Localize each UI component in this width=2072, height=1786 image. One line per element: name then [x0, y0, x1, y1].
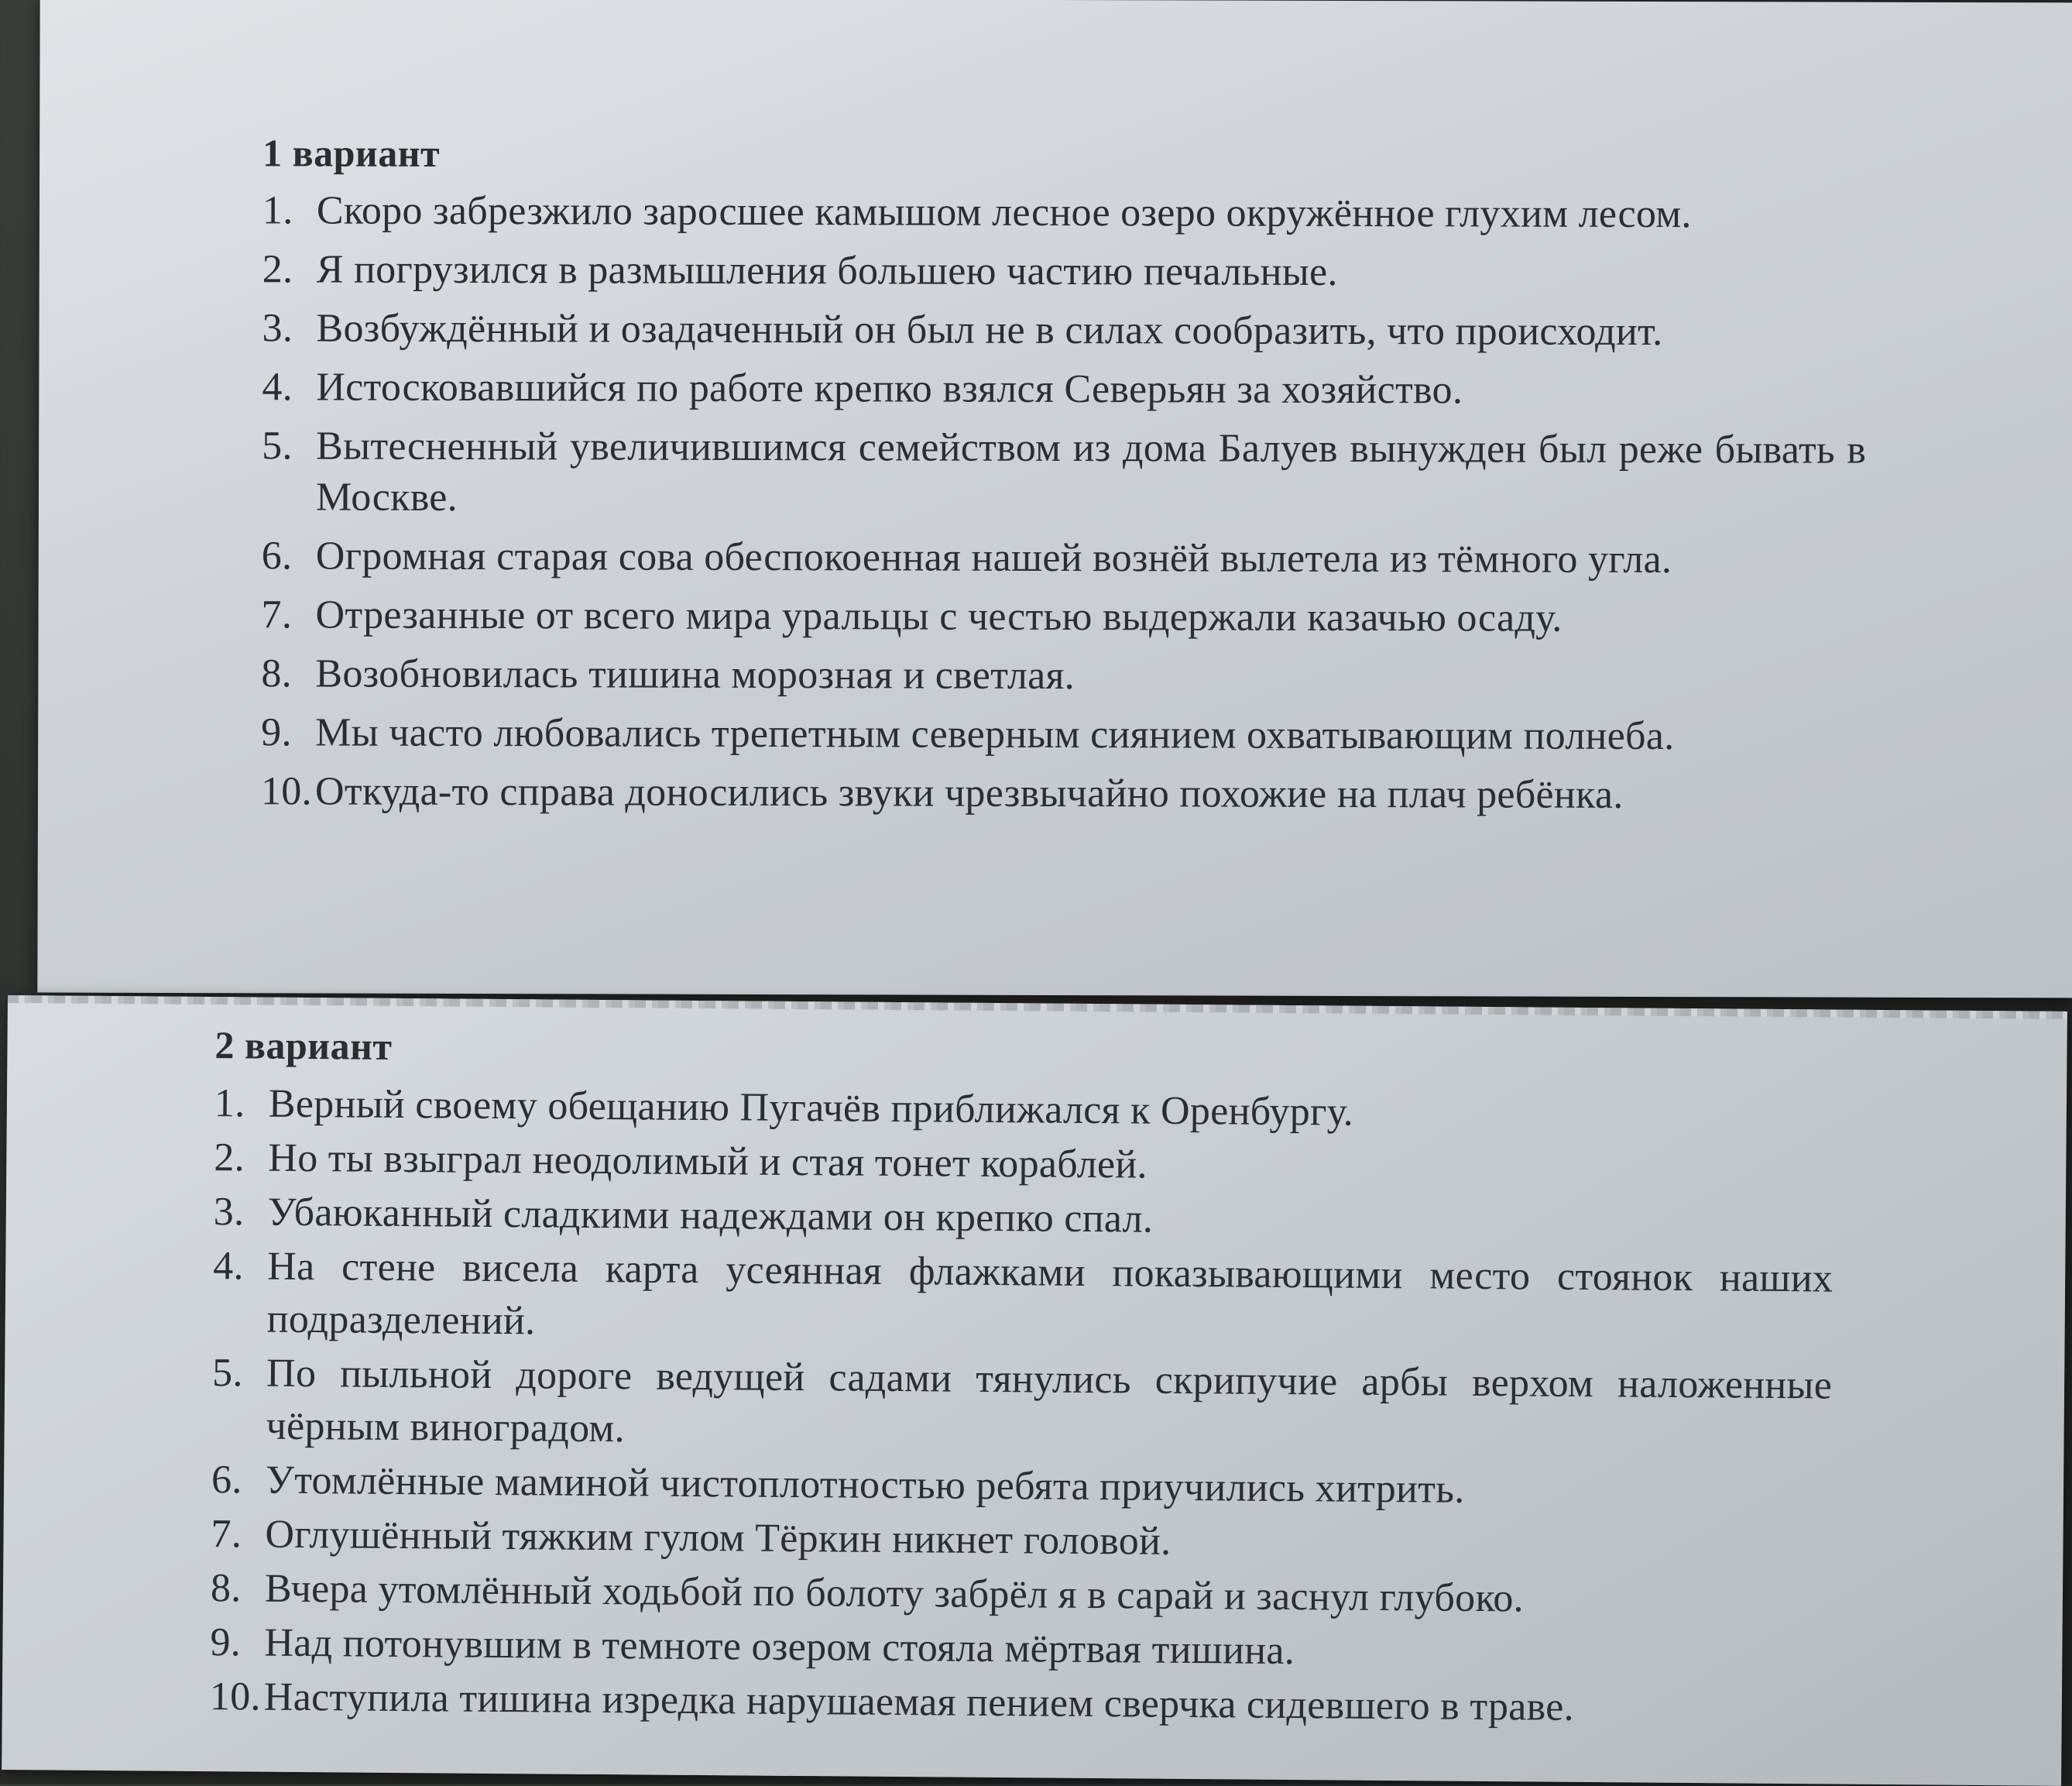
- list-item: [261, 766, 1865, 821]
- item-sentence: По пыльной дороге ведущей садами тянулись скрипучие арбы верхом наложенные чёрным виноградом.: [266, 1351, 1833, 1451]
- item-number: 4.: [213, 1244, 245, 1289]
- item-sentence: Верный своему обещанию Пугачёв приближался к Оренбургу.: [268, 1081, 1354, 1135]
- item-sentence: Возбуждённый и озадаченный он был не в силах сообразить, что происходит.: [316, 306, 1663, 355]
- item-sentence: Оглушённый тяжким гулом Тёркин никнет головой.: [265, 1512, 1172, 1564]
- item-number: 6.: [261, 534, 293, 579]
- item-sentence: Откуда-то справа доносились звуки чрезвычайно похожие на плач ребёнка.: [314, 769, 1624, 817]
- variant-2-list: [210, 1077, 1834, 1736]
- list-item: [261, 648, 1865, 703]
- list-item: [262, 303, 1866, 358]
- item-number: 7.: [211, 1512, 242, 1557]
- item-sentence: Мы часто любовались трепетным северным сиянием охватывающим полнеба.: [315, 710, 1675, 759]
- item-number: 3.: [213, 1190, 245, 1235]
- list-item: [262, 362, 1866, 417]
- worksheet-variant-2: [2, 995, 2067, 1786]
- item-number: 4.: [262, 365, 293, 410]
- list-item: [261, 707, 1865, 762]
- item-sentence: Утомлённые маминой чистоплотностью ребята приучились хитрить.: [265, 1458, 1465, 1512]
- item-number: 2.: [262, 247, 293, 292]
- item-sentence: Вытесненный увеличившимся семейством из дома Балуев вынужден был реже бывать в Москве.: [315, 424, 1867, 520]
- item-sentence: Отрезанные от всего мира уральцы с честью выдержали казачью осаду.: [315, 592, 1563, 641]
- list-item: [210, 1671, 1830, 1736]
- item-number: 10.: [260, 769, 312, 814]
- item-number: 10.: [209, 1674, 262, 1719]
- variant-1-title: 1 вариант: [262, 131, 441, 175]
- item-number: 2.: [214, 1135, 245, 1180]
- list-item: [212, 1240, 1833, 1358]
- item-number: 5.: [211, 1351, 244, 1396]
- list-item: [211, 1347, 1832, 1465]
- item-sentence: Вчера утомлённый ходьбой по болоту забрёл я в сарай и заснул глубоко.: [264, 1566, 1525, 1621]
- item-number: 7.: [261, 592, 293, 637]
- item-sentence: Но ты взыграл неодолимый и стая тонет кораблей.: [268, 1135, 1148, 1187]
- item-sentence: Возобновилась тишина морозная и светлая.: [315, 651, 1075, 699]
- list-item: [262, 531, 1866, 586]
- list-item: [262, 421, 1866, 527]
- item-sentence: Скоро забрезжило заросшее камышом лесное озеро окружённое глухим лесом.: [316, 188, 1692, 237]
- item-number: 1.: [262, 188, 293, 233]
- variant-2-title: 2 вариант: [214, 1023, 393, 1068]
- variant-1-list: [261, 185, 1867, 821]
- item-sentence: На стене висела карта усеянная флажками показывающими место стоянок наших подразделений.: [266, 1244, 1834, 1344]
- item-number: 5.: [262, 424, 293, 469]
- list-item: [262, 589, 1866, 644]
- item-number: 9.: [210, 1620, 242, 1665]
- list-item: [262, 244, 1867, 299]
- item-sentence: Наступила тишина изредка нарушаемая пением сверчка сидевшего в траве.: [263, 1674, 1575, 1729]
- item-sentence: Я погрузился в размышления большею частию печальные.: [316, 247, 1338, 294]
- item-number: 6.: [211, 1458, 242, 1503]
- list-item: [262, 185, 1867, 240]
- item-sentence: Огромная старая сова обеспокоенная нашей вознёй вылетела из тёмного угла.: [315, 534, 1672, 582]
- item-sentence: Истосковавшийся по работе крепко взялся Северьян за хозяйство.: [316, 365, 1463, 413]
- item-number: 8.: [210, 1566, 242, 1611]
- item-sentence: Убаюканный сладкими надеждами он крепко спал.: [267, 1190, 1154, 1242]
- torn-edge: [8, 995, 2067, 1019]
- item-number: 3.: [262, 306, 293, 351]
- item-number: 1.: [214, 1081, 245, 1126]
- item-number: 9.: [261, 710, 292, 755]
- item-sentence: Над потонувшим в темноте озером стояла мёртвая тишина.: [264, 1620, 1295, 1674]
- item-number: 8.: [261, 651, 293, 696]
- worksheet-variant-1: [37, 0, 2072, 998]
